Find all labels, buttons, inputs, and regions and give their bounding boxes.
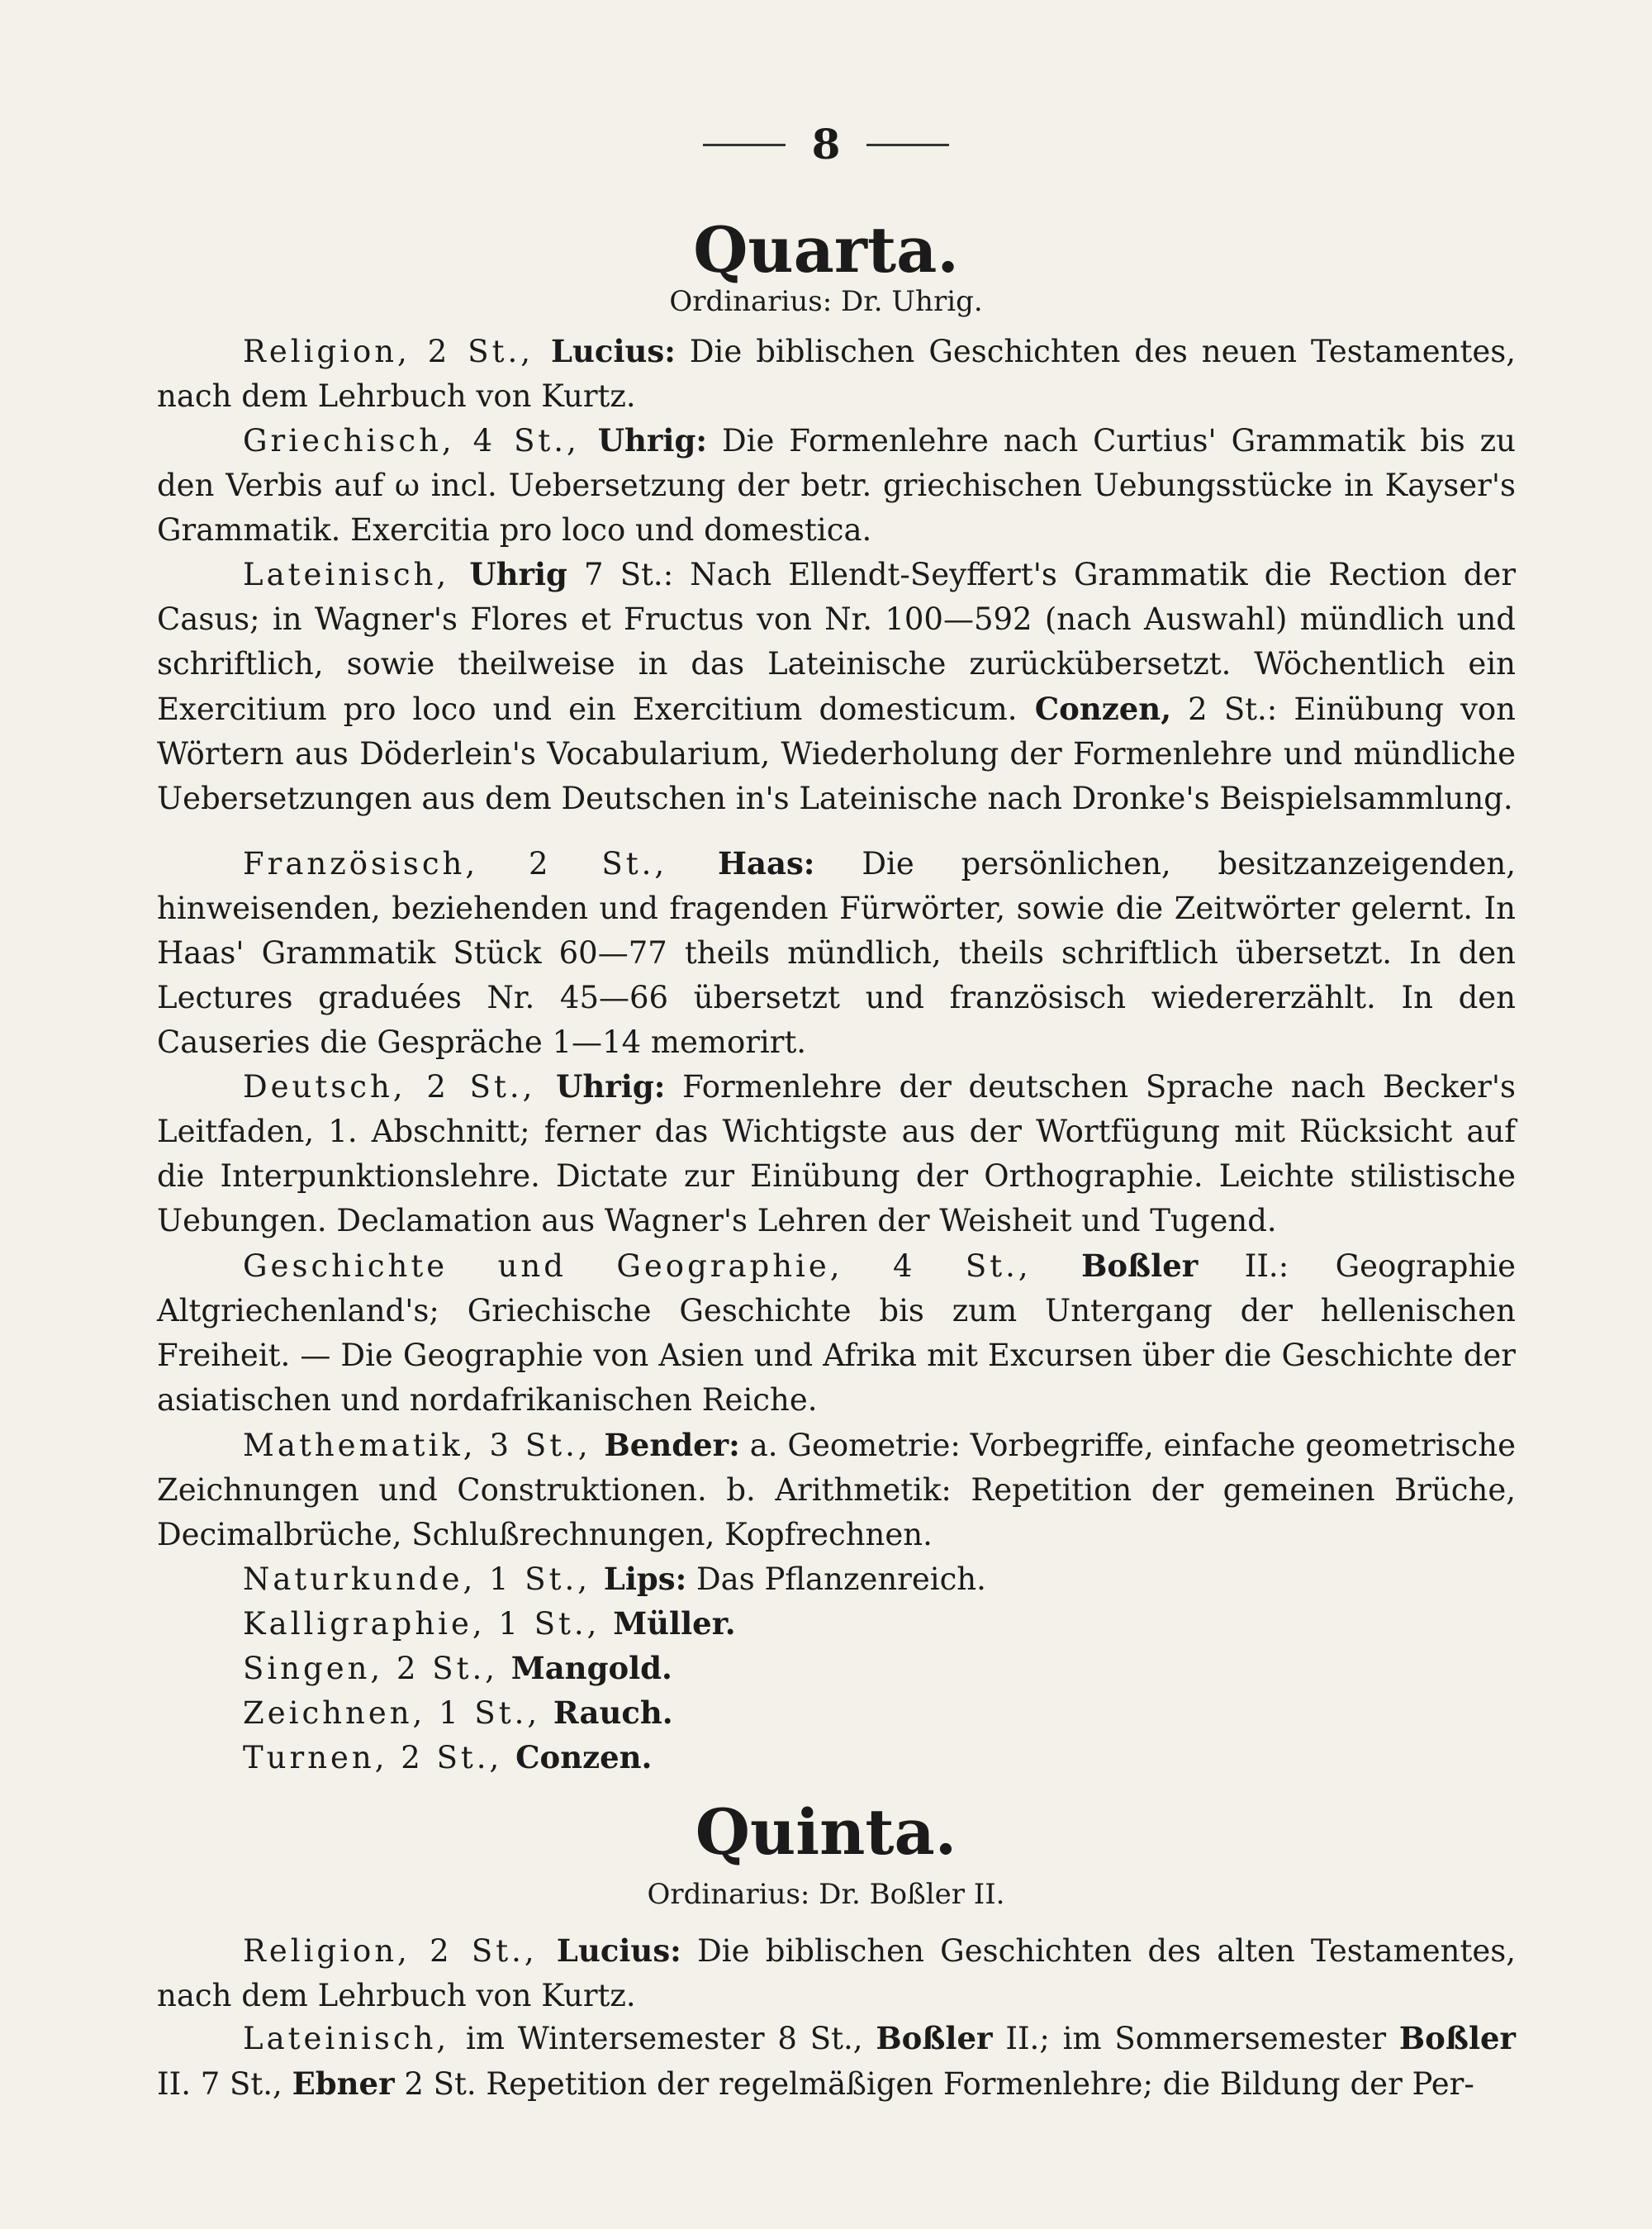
header-rule-left xyxy=(703,144,786,146)
subject-label: Lateinisch, xyxy=(243,557,470,592)
header-rule-right xyxy=(866,144,949,146)
entry-turnen xyxy=(157,1735,1516,1780)
entry-naturkunde xyxy=(157,1556,1516,1602)
ordinarius-quinta: Ordinarius: Dr. Boßler II. xyxy=(647,1878,1005,1911)
subject-label: Mathematik, 3 St., xyxy=(243,1428,605,1463)
teacher-name: Müller. xyxy=(613,1605,736,1642)
entry-mathematik xyxy=(157,1423,1516,1557)
entry-lateinisch xyxy=(157,552,1516,821)
teacher-name: Boßler xyxy=(1081,1248,1199,1284)
page-header xyxy=(0,120,1652,169)
section-title-quinta: Quinta. xyxy=(695,1795,957,1869)
teacher-name: Mangold. xyxy=(510,1650,672,1686)
teacher-name: Lucius: xyxy=(551,333,676,369)
entry-text: Die biblischen Geschichten des neuen Testamentes, nach dem Lehrbuch von Kurtz. xyxy=(157,334,1516,414)
teacher-name-2: Conzen, xyxy=(1017,691,1172,727)
subject-label: Singen, 2 St., xyxy=(243,1651,511,1686)
entry-text-d: 2 St. Repetition der regelmäßigen Formenlehre; die Bildung der Per- xyxy=(394,2066,1474,2102)
entry-franzoesisch xyxy=(157,841,1516,1065)
teacher-name: Lucius: xyxy=(556,1932,681,1969)
teacher-name-2: Boßler xyxy=(1398,2020,1517,2056)
teacher-name: Lips: xyxy=(603,1561,687,1597)
entry-text: Das Pflanzenreich. xyxy=(686,1561,986,1597)
page-number: 8 xyxy=(811,120,841,169)
teacher-name: Uhrig: xyxy=(597,422,708,459)
entry-zeichnen xyxy=(157,1690,1516,1736)
entry-text: Die Formenlehre nach Curtius' Grammatik bis zu den Verbis auf ω incl. Uebersetzung der betr. griechischen Uebungsstücke in Kayser's Grammatik. Exercitia pro loco und domestica. xyxy=(157,423,1516,548)
entry-text: 7 St.: Nach Ellendt-Seyffert's Grammatik die Rection der Casus; in Wagner's Flores et Fructus von Nr. 100—592 (nach Auswahl) mündlich und schriftlich, sowie theilweise in das Lateinische zurückübersetzt. Wöchentlich ein Exercitium pro loco und ein Exercitium domesticum. xyxy=(157,557,1517,727)
subject-label: Religion, 2 St., xyxy=(243,1933,557,1969)
entry-deutsch xyxy=(157,1064,1516,1243)
entry-griechisch xyxy=(157,418,1516,553)
entry-singen xyxy=(157,1646,1516,1691)
subject-label: Griechisch, 4 St., xyxy=(243,423,598,459)
entry-text: Die biblischen Geschichten des alten Testamentes, nach dem Lehrbuch von Kurtz. xyxy=(157,1933,1516,2013)
entry-lateinisch-quinta xyxy=(157,2016,1516,2107)
entry-geschichte-geographie xyxy=(157,1243,1516,1423)
section-title-quarta: Quarta. xyxy=(693,213,959,287)
ordinarius-quarta: Ordinarius: Dr. Uhrig. xyxy=(669,285,983,318)
teacher-name: Uhrig xyxy=(469,556,567,592)
subject-label: Naturkunde, 1 St., xyxy=(243,1561,604,1597)
entry-text-2: 2 St.: Einübung von Wörtern aus Döderlein's Vocabularium, Wiederholung der Formenlehre und mündliche Uebersetzungen aus dem Deutschen in's Lateinische nach Dronke's Beispielsammlung. xyxy=(157,692,1516,816)
teacher-name-3: Ebner xyxy=(292,2065,395,2102)
entry-text: II.: Geographie Altgriechenland's; Griechische Geschichte bis zum Untergang der hellenischen Freiheit. — Die Geographie von Asien und Afrika mit Excursen über die Geschichte der asiatischen und nordafrikanischen Reiche. xyxy=(157,1248,1516,1418)
teacher-name: Rauch. xyxy=(553,1694,673,1731)
teacher-name: Uhrig: xyxy=(556,1068,666,1105)
subject-label: Geschichte und Geographie, 4 St., xyxy=(243,1248,1082,1284)
entry-text-a: im Wintersemester 8 St., xyxy=(466,2021,876,2056)
subject-label: Turnen, 2 St., xyxy=(243,1740,516,1775)
entry-text: Formenlehre der deutschen Sprache nach Becker's Leitfaden, 1. Abschnitt; ferner das Wichtigste aus der Wortfügung mit Rücksicht auf die Interpunktionslehre. Dictate zur Einübung der Orthographie. Leichte stilistische Uebungen. Declamation aus Wagner's Lehren der Weisheit und Tugend. xyxy=(157,1069,1516,1238)
teacher-name: Conzen. xyxy=(515,1739,653,1775)
entry-text-c: II. 7 St., xyxy=(157,2066,292,2102)
subject-label: Kalligraphie, 1 St., xyxy=(243,1606,614,1642)
entry-text: a. Geometrie: Vorbegriffe, einfache geometrische Zeichnungen und Construktionen. b. Arithmetik: Repetition der gemeinen Brüche, Decimalbrüche, Schlußrechnungen, Kopfrechnen. xyxy=(157,1428,1516,1552)
entry-religion-quinta xyxy=(157,1928,1516,2018)
teacher-name: Bender: xyxy=(604,1427,740,1463)
subject-label: Zeichnen, 1 St., xyxy=(243,1695,553,1731)
subject-label: Religion, 2 St., xyxy=(243,334,551,369)
subject-label: Lateinisch, xyxy=(243,2021,467,2056)
entry-kalligraphie xyxy=(157,1601,1516,1647)
teacher-name: Haas: xyxy=(718,845,815,882)
teacher-name: Boßler xyxy=(876,2020,993,2056)
subject-label: Französisch, 2 St., xyxy=(243,846,719,882)
entry-religion xyxy=(157,329,1516,419)
entry-text-b: II.; im Sommersemester xyxy=(992,2021,1399,2056)
subject-label: Deutsch, 2 St., xyxy=(243,1069,557,1105)
entry-text: Die persönlichen, besitzanzeigenden, hinweisenden, beziehenden und fragenden Fürwörter, sowie die Zeitwörter gelernt. In Haas' Grammatik Stück 60—77 theils mündlich, theils schriftlich übersetzt. In den Lectures graduées Nr. 45—66 übersetzt und französisch wiedererzählt. In den Causeries die Gespräche 1—14 memorirt. xyxy=(157,846,1516,1060)
